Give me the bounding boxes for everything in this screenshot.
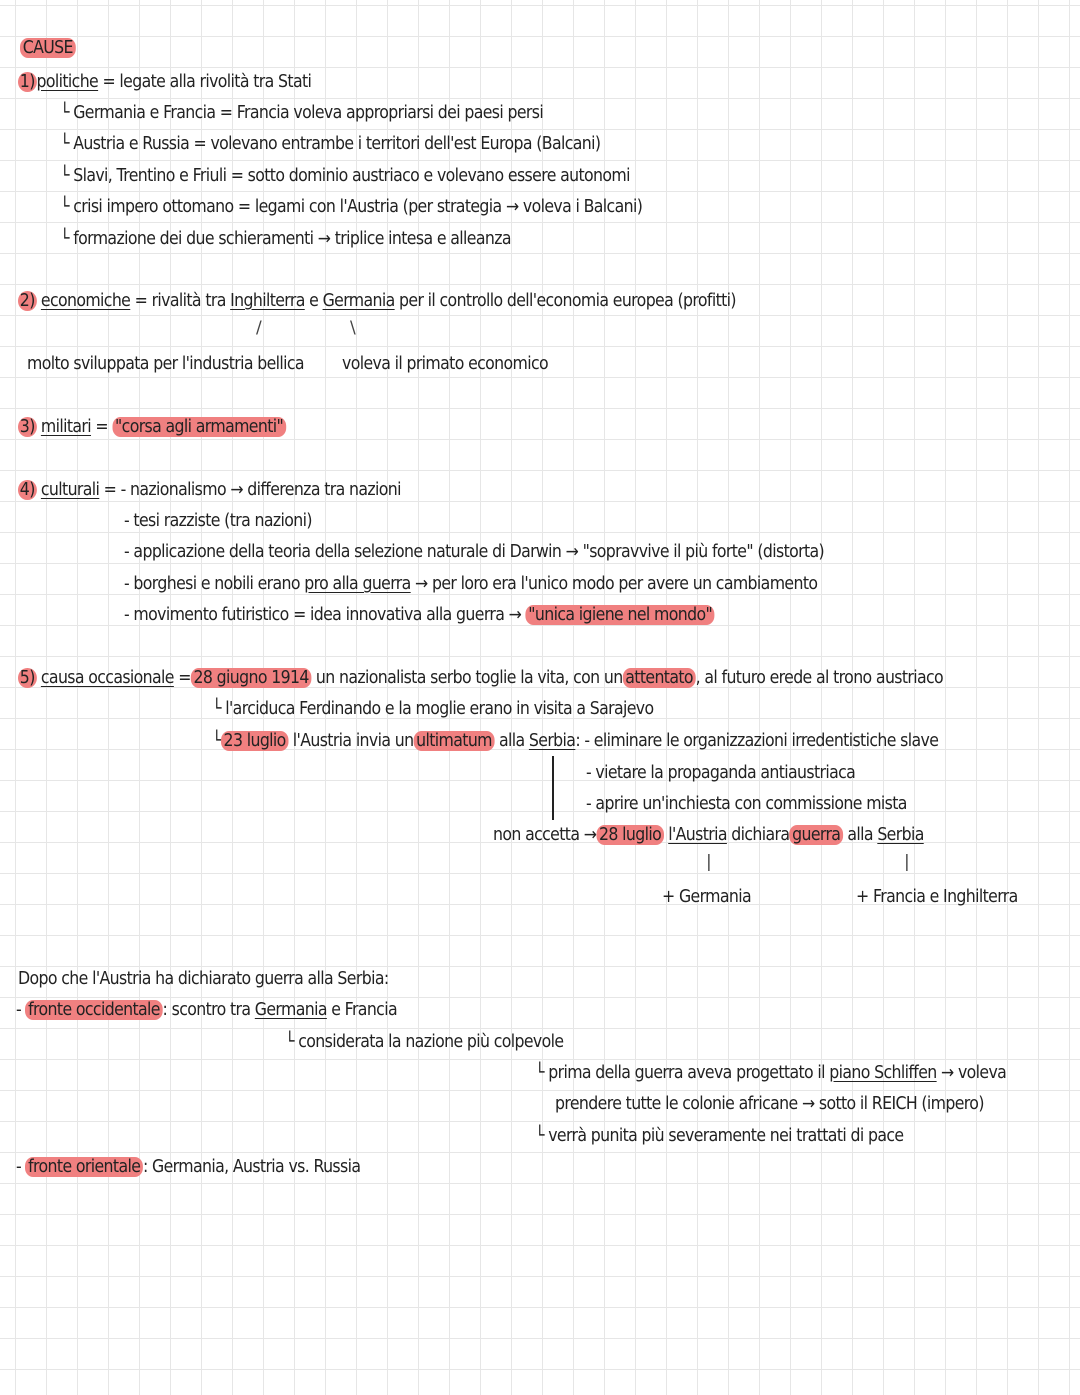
politiche-item-5-text: formazione dei due schieramenti → triplice intesa e alleanza [73, 229, 511, 249]
occasionale-date-1: 28 giugno 1914 [191, 668, 312, 688]
politiche-item-3-text: Slavi, Trentino e Friuli = sotto dominio austriaco e volevano essere autonomi [73, 166, 630, 186]
militari-highlight: "corsa agli armamenti" [112, 417, 285, 437]
occasionale-label: causa occasionale [40, 668, 174, 688]
cause-title [20, 36, 76, 60]
fronte-occidentale-b: e Francia [326, 1000, 397, 1020]
culturali-item-4-a: - movimento futiristico = idea innovativa alla guerra → [124, 605, 526, 625]
politiche-item-1: └ Germania e Francia = Francia voleva appropriarsi dei paesi persi [60, 103, 544, 123]
occasionale-sub-2-c: : - eliminare le organizzazioni irredentistiche slave [575, 731, 939, 751]
politiche-item-5: └ formazione dei due schieramenti → triplice intesa e alleanza [60, 229, 511, 249]
ultimatum-bracket-line [552, 756, 554, 820]
fronte-occidentale-line [16, 998, 397, 1022]
culturali-item-3-b: → per loro era l'unico modo per avere un cambiamento [410, 574, 818, 594]
occasionale-ally-1: + Germania [662, 887, 752, 907]
economiche-slash-left: / [256, 318, 262, 338]
occasionale-sub-2-b: alla [494, 731, 529, 751]
economiche-text-a: = rivalità tra [130, 291, 231, 311]
occasionale-alla: alla [843, 825, 878, 845]
occasionale-sub-1: └ l'arciduca Ferdinando e la moglie erano in visita a Sarajevo [212, 699, 654, 719]
number-2: 2) [19, 291, 35, 311]
politiche-item-1-text: Germania e Francia = Francia voleva appropriarsi dei paesi persi [73, 103, 544, 123]
politiche-item-2-text: Austria e Russia = volevano entrambe i territori dell'est Europa (Balcani) [73, 134, 601, 154]
occasionale-serbia: Serbia [528, 731, 576, 751]
ally-tick-2: | [904, 852, 910, 872]
piano-line: └ prima della guerra aveva progettato il piano Schliffen → voleva [535, 1063, 1007, 1083]
militari-text: = [91, 417, 113, 437]
occasionale-sub-2: └ 23 luglio l'Austria invia un ultimatum alla Serbia: - eliminare le organizzazioni irredentistiche slave [212, 731, 939, 751]
number-5: 5) [19, 668, 35, 688]
economiche-left-note: molto sviluppata per l'industria bellica [27, 354, 304, 374]
fronte-orientale-line [16, 1155, 360, 1179]
occasionale-guerra: guerra [789, 825, 843, 845]
fronte-orientale-text: : Germania, Austria vs. Russia [142, 1157, 361, 1177]
piano-b: → voleva [936, 1063, 1007, 1083]
culturali-item-3-u: pro alla guerra [304, 574, 411, 594]
dash-1: - [16, 1000, 26, 1020]
occasionale-date-2: 23 luglio [221, 731, 289, 751]
economiche-right-note: voleva il primato economico [342, 354, 549, 374]
number-1: 1) [19, 72, 35, 92]
dopo-intro: Dopo che l'Austria ha dichiarato guerra alla Serbia: [18, 969, 389, 989]
culturali-item-3 [124, 572, 817, 596]
considerata-line: └ considerata la nazione più colpevole [285, 1032, 564, 1052]
politiche-label: politiche [36, 72, 99, 92]
occasionale-dichiara: dichiara [726, 825, 790, 845]
militari-label: militari [40, 417, 92, 437]
occasionale-declaration [493, 823, 924, 847]
piano-schliffen: piano Schliffen [829, 1063, 937, 1083]
number-4: 4) [19, 480, 35, 500]
economiche-germania: Germania [322, 291, 395, 311]
occasionale-text-b: , al futuro erede al trono austriaco [695, 668, 944, 688]
piano-line-2: prendere tutte le colonie africane → sotto il REICH (impero) [555, 1094, 984, 1114]
militari-heading [18, 415, 286, 439]
occasionale-serbia-2: Serbia [877, 825, 924, 845]
fronte-orientale-label: fronte orientale [25, 1157, 143, 1177]
piano-a: prima della guerra aveva progettato il [548, 1063, 830, 1083]
dash-2: - [16, 1157, 26, 1177]
economiche-text-c: per il controllo dell'economia europea (profitti) [394, 291, 736, 311]
politiche-item-4-text: crisi impero ottomano = legami con l'Austria (per strategia → voleva i Balcani) [73, 197, 643, 217]
occasionale-sub-1-text: l'arciduca Ferdinando e la moglie erano in visita a Sarajevo [225, 699, 654, 719]
culturali-item-4-hl: "unica igiene nel mondo" [526, 605, 715, 625]
occasionale-non-accetta: non accetta → [493, 825, 597, 845]
politiche-heading [18, 70, 311, 94]
economiche-text-b: e [304, 291, 323, 311]
culturali-label: culturali [40, 480, 100, 500]
considerata-text: considerata la nazione più colpevole [298, 1032, 564, 1052]
occasionale-ally-2: + Francia e Inghilterra [856, 887, 1018, 907]
number-3: 3) [19, 417, 35, 437]
economiche-label: economiche [40, 291, 131, 311]
occasionale-heading [18, 666, 943, 690]
occasionale-demand-2: - vietare la propaganda antiaustriaca [586, 763, 856, 783]
fronte-occidentale-a: : scontro tra [162, 1000, 255, 1020]
culturali-item-4 [124, 603, 715, 627]
cause-title-text: CAUSE [20, 38, 76, 58]
economiche-inghilterra: Inghilterra [230, 291, 305, 311]
culturali-item-2: - applicazione della teoria della selezione naturale di Darwin → "sopravvive il più forte" (distorta) [124, 542, 825, 562]
occasionale-attentato: attentato [623, 668, 696, 688]
culturali-first: = - nazionalismo → differenza tra nazioni [99, 480, 401, 500]
fronte-occidentale-label: fronte occidentale [25, 1000, 162, 1020]
occasionale-sub-2-a: l'Austria invia un [288, 731, 414, 751]
culturali-heading [18, 478, 401, 502]
occasionale-demand-3: - aprire un'inchiesta con commissione mista [586, 794, 907, 814]
fronte-occidentale-germania: Germania [254, 1000, 327, 1020]
occasionale-ultimatum: ultimatum [413, 731, 494, 751]
occasionale-eq: = [173, 668, 191, 688]
politiche-item-4: └ crisi impero ottomano = legami con l'Austria (per strategia → voleva i Balcani) [60, 197, 643, 217]
culturali-item-3-a: - borghesi e nobili erano [124, 574, 305, 594]
politiche-item-3: └ Slavi, Trentino e Friuli = sotto dominio austriaco e volevano essere autonomi [60, 166, 630, 186]
occasionale-text-a: un nazionalista serbo toglie la vita, con un [311, 668, 623, 688]
occasionale-date-3: 28 luglio [596, 825, 664, 845]
ally-tick-1: | [706, 852, 712, 872]
occasionale-austria: l'Austria [668, 825, 727, 845]
economiche-slash-right: \ [350, 318, 356, 338]
politiche-item-2: └ Austria e Russia = volevano entrambe i territori dell'est Europa (Balcani) [60, 134, 601, 154]
punita-line: └ verrà punita più severamente nei trattati di pace [535, 1126, 904, 1146]
economiche-heading [18, 289, 736, 313]
politiche-text: = legate alla rivolità tra Stati [98, 72, 312, 92]
punita-text: verrà punita più severamente nei trattati di pace [548, 1126, 904, 1146]
culturali-item-1: - tesi razziste (tra nazioni) [124, 511, 312, 531]
